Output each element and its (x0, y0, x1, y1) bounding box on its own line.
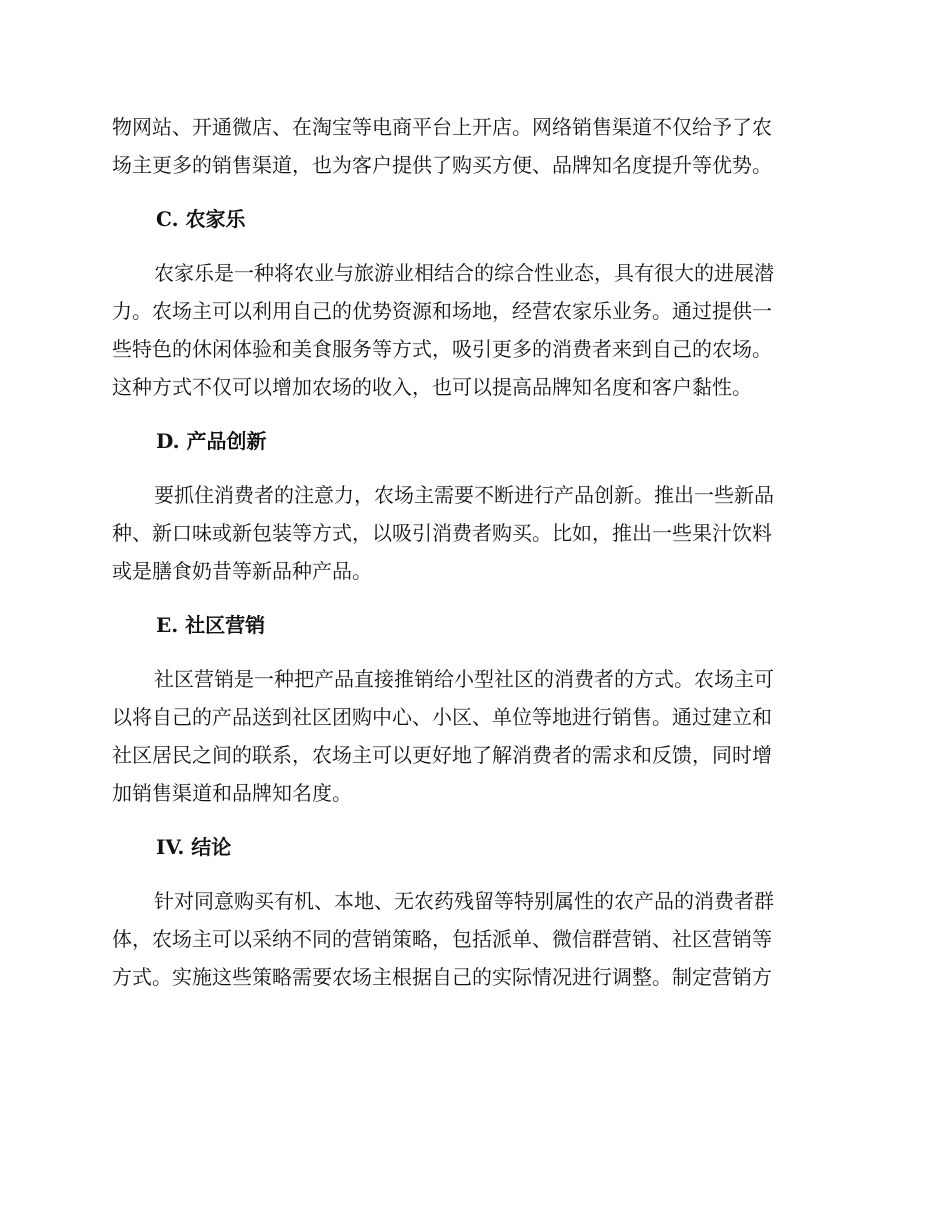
paragraph-line: 力。农场主可以利用自己的优势资源和场地，经营农家乐业务。通过提供一 (112, 299, 772, 323)
paragraph-line: 或是膳食奶昔等新品种产品。 (112, 559, 372, 583)
paragraph-line: 加销售渠道和品牌知名度。 (112, 781, 352, 805)
section-iv-paragraph (112, 882, 830, 996)
section-c-paragraph (112, 254, 830, 406)
paragraph-line: 针对同意购买有机、本地、无农药残留等特别属性的农产品的消费者群 (154, 889, 774, 913)
paragraph-line: 农家乐是一种将农业与旅游业相结合的综合性业态，具有很大的进展潜 (154, 261, 774, 285)
paragraph-line: 种、新口味或新包装等方式，以吸引消费者购买。比如，推出一些果汁饮料 (112, 521, 772, 545)
section-heading-d: D. 产品创新 (156, 429, 267, 453)
paragraph-line: 物网站、开通微店、在淘宝等电商平台上开店。网络销售渠道不仅给予了农 (112, 115, 772, 139)
section-heading-c: C. 农家乐 (156, 207, 246, 231)
paragraph-line: 些特色的休闲体验和美食服务等方式，吸引更多的消费者来到自己的农场。 (112, 337, 772, 361)
paragraph-line: 这种方式不仅可以增加农场的收入，也可以提高品牌知名度和客户黏性。 (112, 375, 752, 399)
paragraph-line: 社区居民之间的联系，农场主可以更好地了解消费者的需求和反馈，同时增 (112, 743, 772, 767)
paragraph-line: 以将自己的产品送到社区团购中心、小区、单位等地进行销售。通过建立和 (112, 705, 772, 729)
paragraph-line: 体，农场主可以采纳不同的营销策略，包括派单、微信群营销、社区营销等 (112, 927, 772, 951)
paragraph-line: 要抓住消费者的注意力，农场主需要不断进行产品创新。推出一些新品 (154, 483, 774, 507)
paragraph-line: 社区营销是一种把产品直接推销给小型社区的消费者的方式。农场主可 (154, 667, 774, 691)
section-e-paragraph (112, 660, 830, 812)
document-body (112, 108, 830, 996)
intro-paragraph (112, 108, 830, 184)
paragraph-line: 方式。实施这些策略需要农场主根据自己的实际情况进行调整。制定营销方 (112, 965, 772, 989)
paragraph-line: 场主更多的销售渠道，也为客户提供了购买方便、品牌知名度提升等优势。 (112, 153, 772, 177)
section-heading-iv: IV. 结论 (156, 835, 232, 859)
section-d-paragraph (112, 476, 830, 590)
section-heading-e: E. 社区营销 (156, 613, 266, 637)
